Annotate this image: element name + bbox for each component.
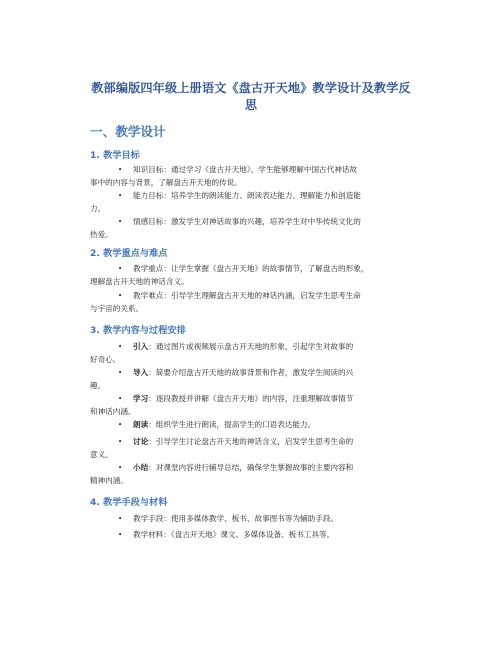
bullet-icon: • — [118, 369, 123, 377]
subheading-content-process: 3. 教学内容与过程安排 — [90, 325, 186, 336]
item-label: 引入 — [133, 342, 149, 351]
list-item: • 教学重点：让学生掌握《盘古开天地》的故事情节，了解盘古的形象， 理解盘古开天地的神话含义。 — [90, 264, 369, 286]
bullet-icon: • — [118, 166, 123, 174]
item-label: 学习 — [133, 394, 149, 403]
bullet-icon: • — [118, 464, 123, 472]
subheading-teaching-goals: 1. 教学目标 — [90, 150, 140, 161]
subheading-key-points: 2. 教学重点与难点 — [90, 248, 168, 259]
title-line-1: 教部编版四年级上册语文《盘古开天地》教学设计及教学反 — [91, 81, 411, 95]
list-item: • 教学难点：引导学生理解盘古开天地的神话内涵，启发学生思考生命 与宇宙的关系。 — [90, 291, 361, 313]
list-item: • 能力目标：培养学生的朗读能力、朗读表达能力、理解能力和创造能 力。 — [90, 191, 361, 213]
bullet-icon: • — [118, 531, 123, 539]
bullet-icon: • — [118, 192, 123, 200]
item-label: 小结 — [133, 463, 149, 472]
list-item: • 引入：通过图片或视频展示盘古开天地的形象，引起学生对故事的 好奇心。 — [90, 342, 354, 364]
item-label: 导入 — [133, 368, 149, 377]
title-line-2: 思 — [244, 98, 258, 112]
item-label: 朗读 — [133, 420, 149, 429]
list-item: • 教学材料：《盘古开天地》课文、多媒体设备、板书工具等。 — [90, 529, 420, 542]
list-item: • 朗读：组织学生进行朗读，提高学生的口语表达能力。 — [90, 419, 420, 432]
list-item: • 小结：对课堂内容进行辅导总结，确保学生掌握故事的主要内容和 精神内涵。 — [90, 463, 354, 485]
bullet-icon: • — [118, 265, 123, 273]
bullet-icon: • — [118, 421, 123, 429]
list-item: • 知识目标：通过学习《盘古开天地》，学生能够理解中国古代神话故 事中的内容与背景，了解盘古开天地的传说。 — [90, 165, 358, 187]
bullet-icon: • — [118, 343, 123, 351]
list-item: • 学习：逐段教授并讲解《盘古开天地》的内容，注重理解故事情节 和神话内涵。 — [90, 394, 354, 416]
subheading-means-materials: 4. 教学手段与材料 — [90, 497, 168, 508]
bullet-icon: • — [118, 515, 123, 523]
list-item: • 情感目标：激发学生对神话故事的兴趣，培养学生对中华传统文化的 热爱。 — [90, 217, 361, 239]
bullet-icon: • — [118, 292, 123, 300]
section-heading-teaching-design: 一、教学设计 — [90, 124, 166, 139]
bullet-icon: • — [118, 438, 123, 446]
list-item: • 导入：简要介绍盘古开天地的故事背景和作者，激发学生阅读的兴 趣。 — [90, 368, 354, 390]
list-item: • 教学手段：使用多媒体教学、板书、故事图书等为辅助手段。 — [90, 513, 420, 526]
bullet-icon: • — [118, 218, 123, 226]
item-label: 讨论 — [133, 437, 149, 446]
bullet-icon: • — [118, 395, 123, 403]
document-title — [70, 80, 432, 114]
list-item: • 讨论：引导学生讨论盘古开天地的神话含义，启发学生思考生命的 意义。 — [90, 437, 354, 459]
